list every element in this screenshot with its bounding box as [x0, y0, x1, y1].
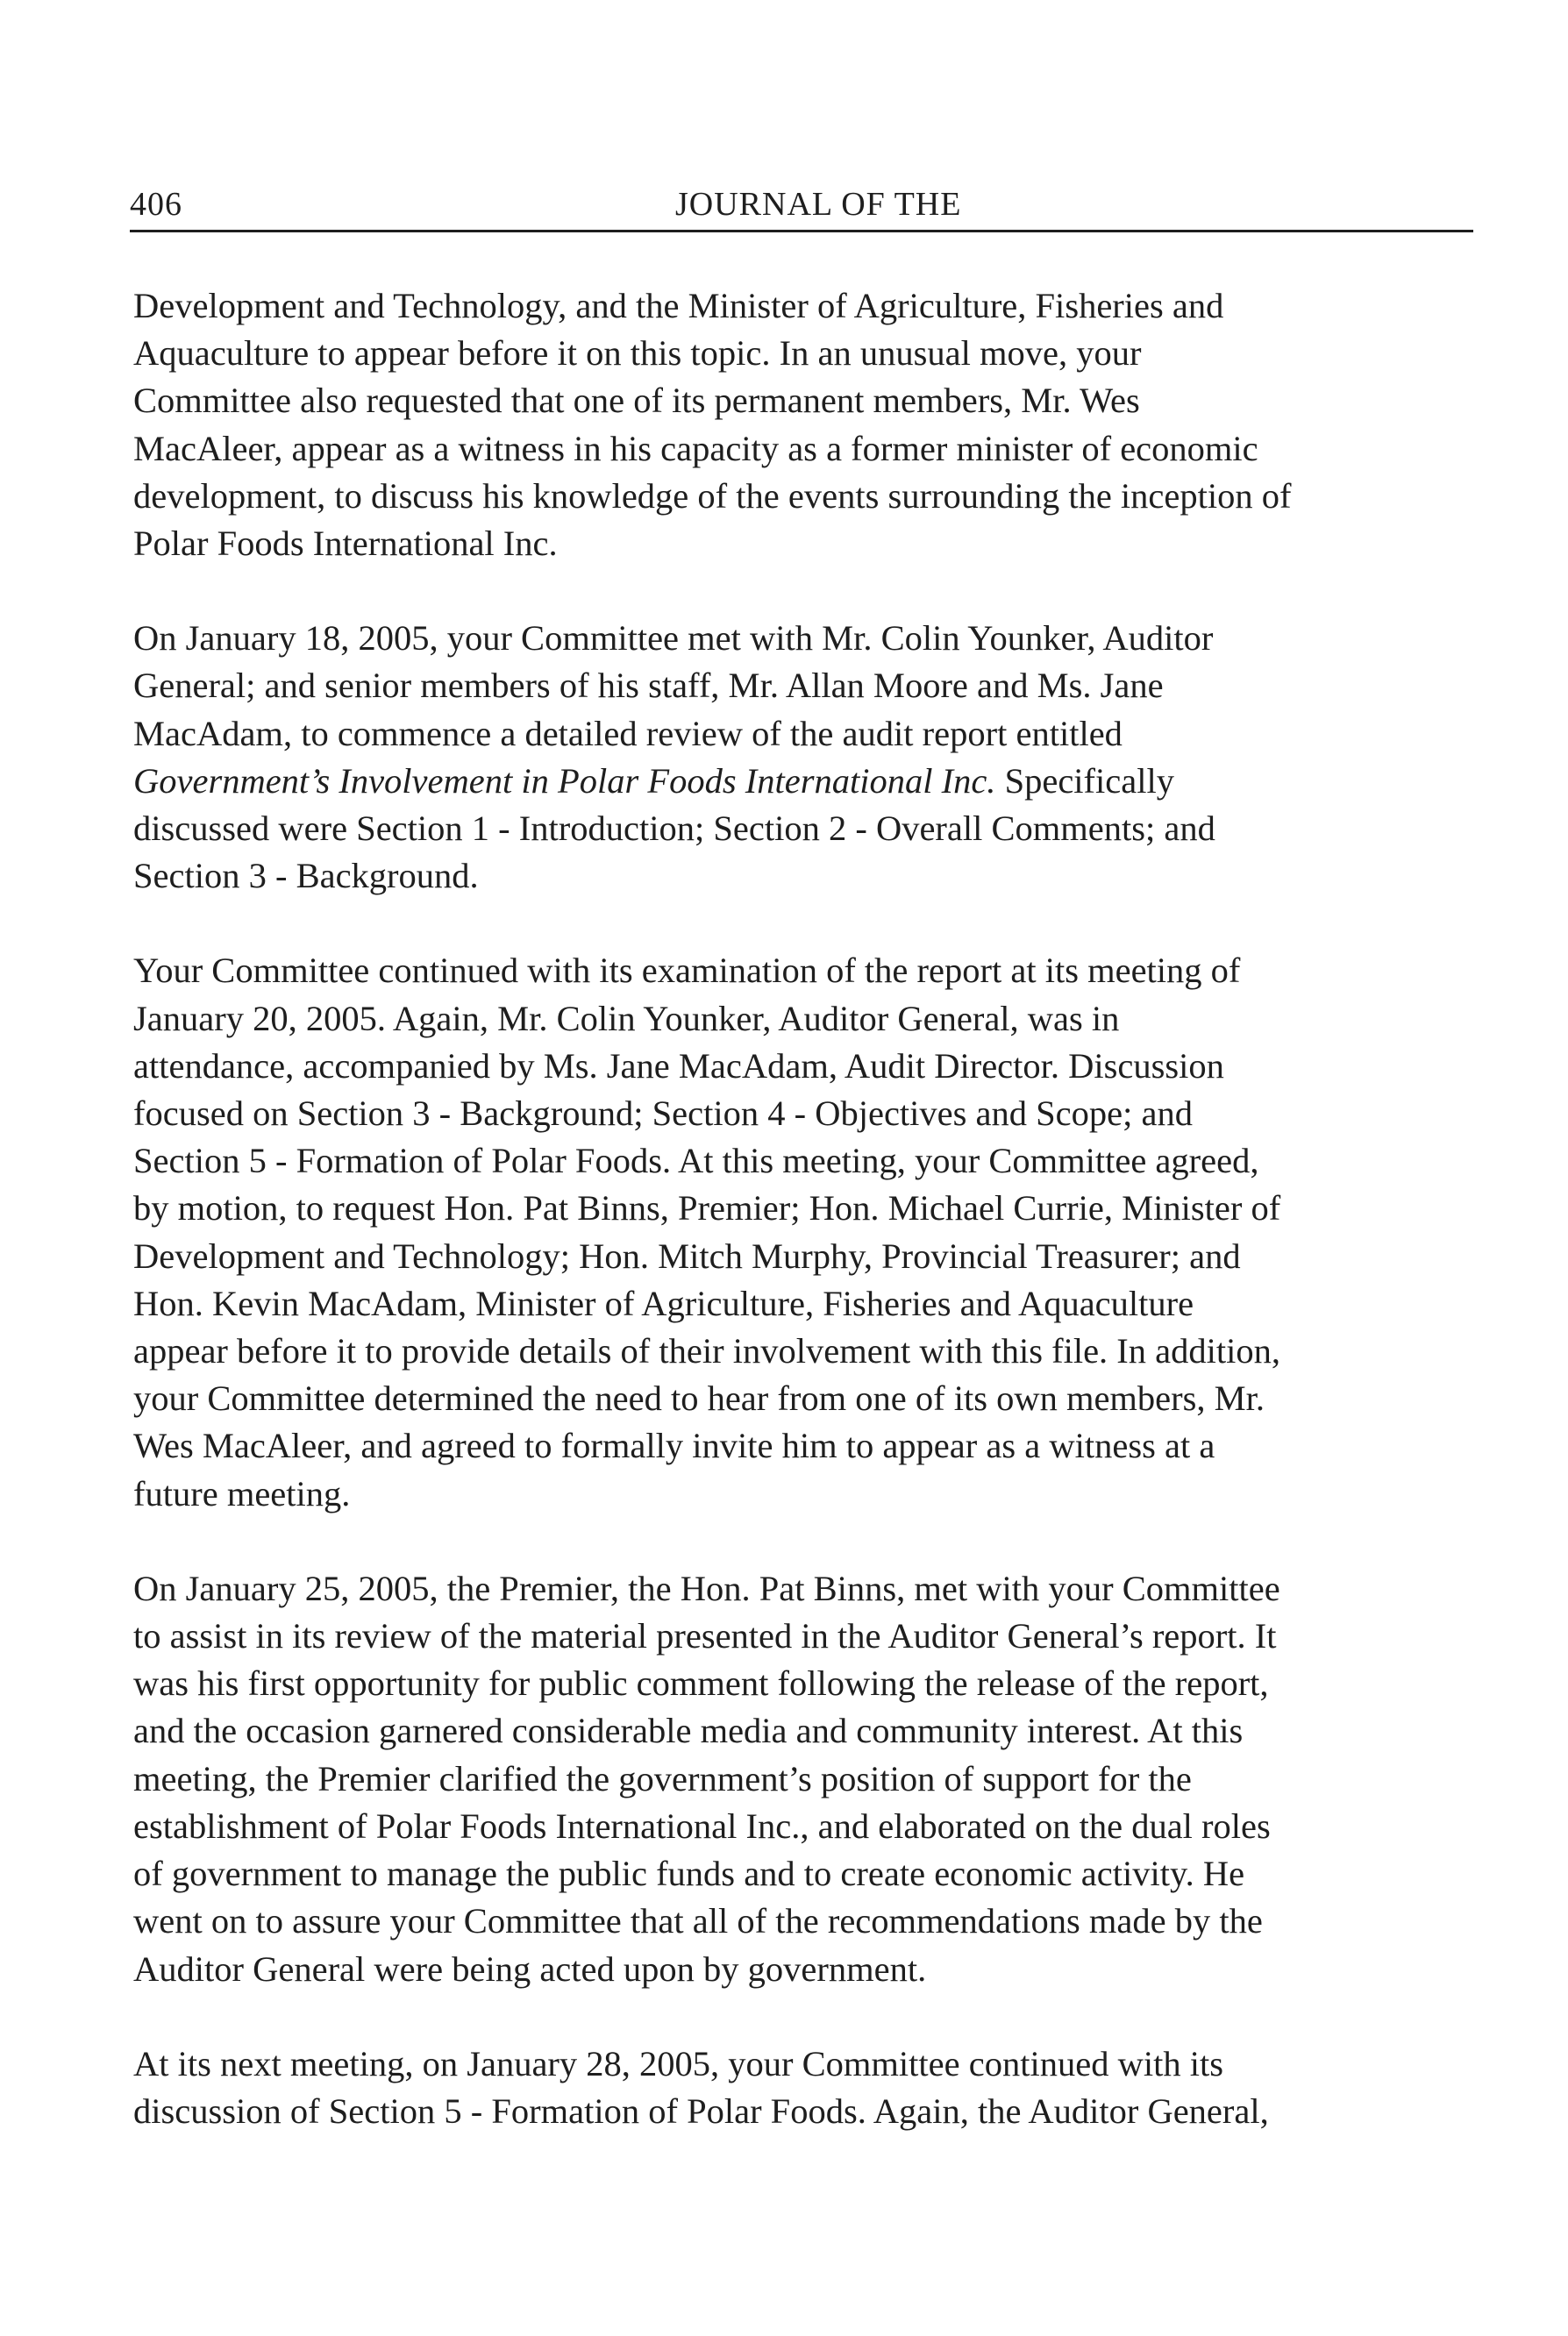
text-line: appear before it to provide details of their involvement with this file. In addition,: [133, 1331, 1281, 1371]
report-title: Government’s Involvement in Polar Foods International Inc.: [133, 760, 996, 801]
text-line: your Committee determined the need to hear from one of its own members, Mr.: [133, 1378, 1265, 1419]
text-line: meeting, the Premier clarified the government’s position of support for the: [133, 1758, 1192, 1798]
text-line: focused on Section 3 - Background; Section 4 - Objectives and Scope; and: [133, 1093, 1193, 1134]
text-line: discussion of Section 5 - Formation of Polar Foods. Again, the Auditor General,: [133, 2090, 1269, 2131]
text-line: Polar Foods International Inc.: [133, 523, 558, 564]
text-line: Development and Technology; Hon. Mitch Murphy, Provincial Treasurer; and: [133, 1236, 1241, 1276]
page-number: 406: [130, 186, 182, 223]
text-line: and the occasion garnered considerable media and community interest. At this: [133, 1711, 1244, 1751]
text-line: Your Committee continued with its examination of the report at its meeting of: [133, 951, 1241, 991]
text-line: At its next meeting, on January 28, 2005, your Committee continued with its: [133, 2043, 1223, 2083]
text-line: MacAleer, appear as a witness in his capacity as a former minister of economic: [133, 428, 1258, 468]
text-line: Committee also requested that one of its permanent members, Mr. Wes: [133, 381, 1140, 421]
text-line: discussed were Section 1 - Introduction; Section 2 - Overall Comments; and: [133, 808, 1215, 849]
text-fragment: Specifically: [995, 760, 1174, 801]
text-line: January 20, 2005. Again, Mr. Colin Younker, Auditor General, was in: [133, 998, 1120, 1038]
text-line: of government to manage the public funds and to create economic activity. He: [133, 1854, 1245, 1894]
text-line: future meeting.: [133, 1473, 351, 1513]
text-line: establishment of Polar Foods International Inc., and elaborated on the dual roles: [133, 1805, 1271, 1846]
text-line: On January 18, 2005, your Committee met with Mr. Colin Younker, Auditor: [133, 618, 1214, 659]
text-line: went on to assure your Committee that all of the recommendations made by the: [133, 1901, 1263, 1941]
text-line: attendance, accompanied by Ms. Jane MacAdam, Audit Director. Discussion: [133, 1045, 1224, 1086]
text-line: Development and Technology, and the Minister of Agriculture, Fisheries and: [133, 286, 1224, 325]
text-line: Auditor General were being acted upon by government.: [133, 1948, 927, 1989]
paragraph-4: [133, 1565, 1475, 1993]
text-line: Hon. Kevin MacAdam, Minister of Agriculture, Fisheries and Aquaculture: [133, 1283, 1194, 1323]
text-line: Wes MacAleer, and agreed to formally invite him to appear as a witness at a: [133, 1426, 1215, 1466]
text-line-with-report-title: [133, 758, 1475, 805]
text-line: by motion, to request Hon. Pat Binns, Premier; Hon. Michael Currie, Minister of: [133, 1188, 1281, 1229]
text-line: development, to discuss his knowledge of the events surrounding the inception of: [133, 475, 1292, 516]
paragraph-2: [133, 615, 1475, 900]
paragraph-3: [133, 947, 1475, 1517]
paragraph-5: [133, 2040, 1475, 2135]
paragraph-1: [133, 282, 1475, 567]
text-line: to assist in its review of the material presented in the Auditor General’s report. It: [133, 1616, 1277, 1656]
text-line: Aquaculture to appear before it on this topic. In an unusual move, your: [133, 333, 1142, 374]
text-line: Section 3 - Background.: [133, 856, 479, 896]
text-line: was his first opportunity for public comment following the release of the report,: [133, 1663, 1269, 1704]
text-line: On January 25, 2005, the Premier, the Hon. Pat Binns, met with your Committee: [133, 1568, 1280, 1608]
text-line: MacAdam, to commence a detailed review of the audit report entitled: [133, 713, 1123, 753]
body-text: [133, 282, 1475, 2183]
running-head: JOURNAL OF THE: [675, 186, 962, 223]
page-header: [130, 184, 1473, 232]
text-line: Section 5 - Formation of Polar Foods. At this meeting, your Committee agreed,: [133, 1141, 1259, 1181]
text-line: General; and senior members of his staff, Mr. Allan Moore and Ms. Jane: [133, 666, 1164, 706]
